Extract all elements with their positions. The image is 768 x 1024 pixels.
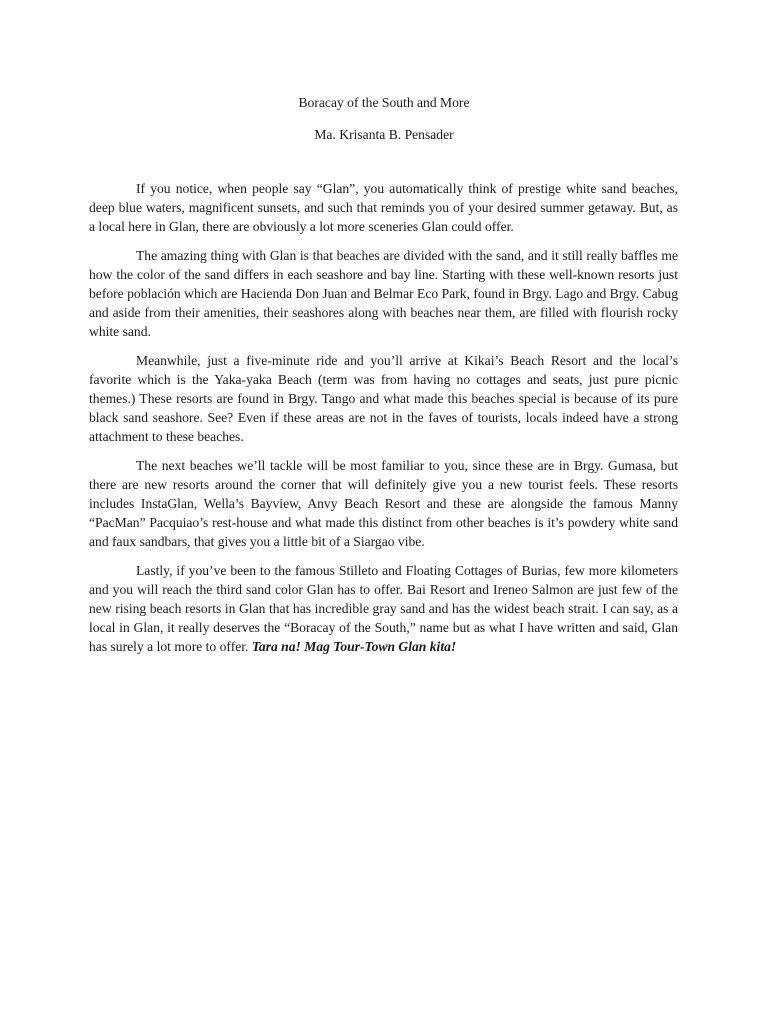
document-author: Ma. Krisanta B. Pensader bbox=[314, 127, 454, 142]
document-title: Boracay of the South and More bbox=[298, 95, 470, 110]
paragraph-1: If you notice, when people say “Glan”, you automatically think of prestige white sand beaches, deep blue waters, magnificent sunsets, and such that reminds you of your desired summer getaway. But, as a local here in Glan, there are obviously a lot more sceneries Glan could offer. bbox=[89, 181, 678, 234]
closing-phrase: Tara na! Mag Tour-Town Glan kita! bbox=[251, 639, 457, 654]
paragraph-5-text: Lastly, if you’ve been to the famous Stilleto and Floating Cottages of Burias, few more kilometers and you will reach the third sand color Glan has to offer. Bai Resort and Ireneo Salmon are just few of the new rising beach resorts in Glan that has incredible gray sand and has the widest beach strait. I can say, as a local in Glan, it really deserves the “Boracay of the South,” name but as what I have written and said, Glan has surely a lot more to offer. bbox=[89, 563, 678, 654]
paragraph-4: The next beaches we’ll tackle will be most familiar to you, since these are in Brgy. Gumasa, but there are new resorts around the corner that will definitely give you a new tourist feels. These resorts includes InstaGlan, Wella’s Bayview, Anvy Beach Resort and these are alongside the famous Manny “PacMan” Pacquiao’s rest-house and what made this distinct from other beaches is it’s powdery white sand and faux sandbars, that gives you a little bit of a Siargao vibe. bbox=[89, 458, 678, 549]
document-body bbox=[89, 179, 678, 666]
paragraph-2: The amazing thing with Glan is that beaches are divided with the sand, and it still really baffles me how the color of the sand differs in each seashore and bay line. Starting with these well-known resorts just before población which are Hacienda Don Juan and Belmar Eco Park, found in Brgy. Lago and Brgy. Cabug and aside from their amenities, their seashores along with beaches near them, are filled with flourish rocky white sand. bbox=[89, 248, 678, 339]
paragraph-5 bbox=[89, 561, 678, 656]
paragraph-3: Meanwhile, just a five-minute ride and you’ll arrive at Kikai’s Beach Resort and the local’s favorite which is the Yaka-yaka Beach (term was from having no cottages and seats, just pure picnic themes.) These resorts are found in Brgy. Tango and what made this beaches special is because of its pure black sand seashore. See? Even if these areas are not in the faves of tourists, locals indeed have a strong attachment to these beaches. bbox=[89, 353, 678, 444]
